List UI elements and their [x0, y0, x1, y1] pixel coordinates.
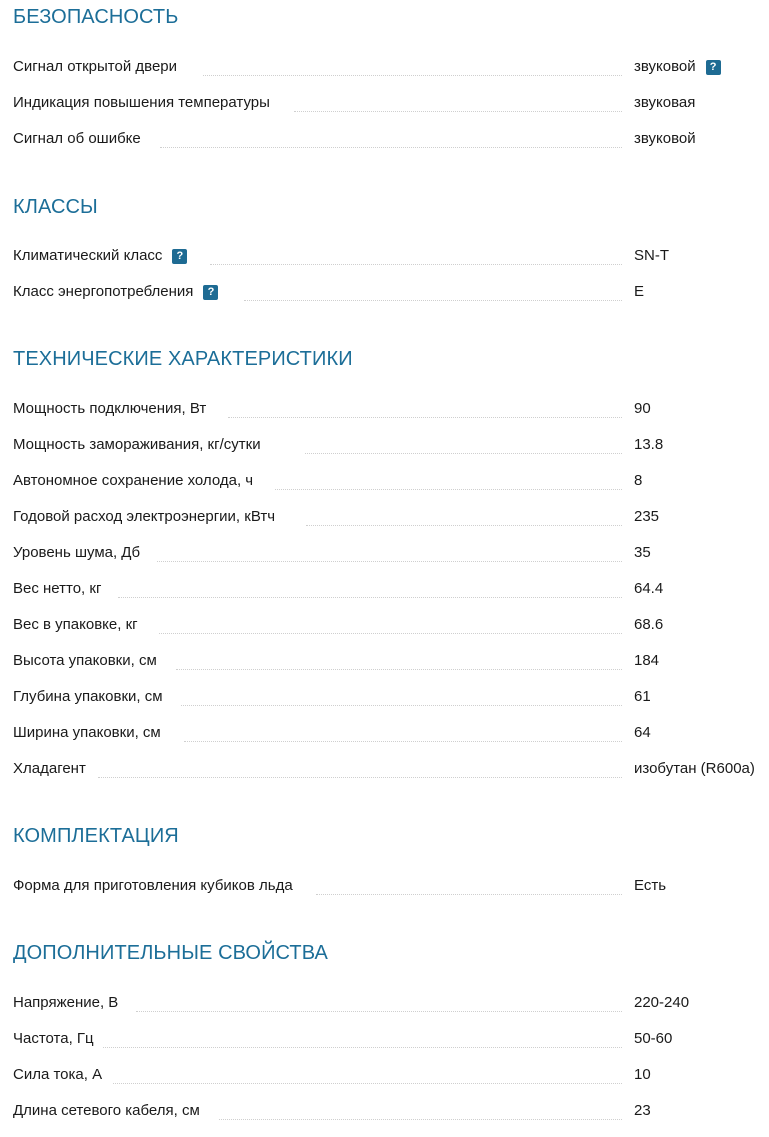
spec-value: Есть: [634, 877, 667, 894]
spec-label: Форма для приготовления кубиков льда: [13, 877, 293, 894]
spec-row: [0, 679, 769, 715]
dotted-leader: [113, 1083, 622, 1084]
spec-row: [0, 85, 769, 121]
spec-row: [0, 1021, 769, 1057]
dotted-leader: [136, 1011, 622, 1012]
help-icon[interactable]: ?: [203, 285, 218, 300]
spec-label: Длина сетевого кабеля, см: [13, 1102, 200, 1119]
spec-row: [0, 463, 769, 499]
section-title-classes: КЛАССЫ: [13, 196, 98, 218]
spec-label: Индикация повышения температуры: [13, 94, 270, 111]
dotted-leader: [316, 894, 622, 895]
spec-row: [0, 1057, 769, 1093]
spec-label: Сила тока, А: [13, 1066, 103, 1083]
spec-row: [0, 607, 769, 643]
dotted-leader: [275, 489, 622, 490]
section-title-technical: ТЕХНИЧЕСКИЕ ХАРАКТЕРИСТИКИ: [13, 348, 353, 370]
dotted-leader: [98, 777, 622, 778]
spec-row: [0, 1093, 769, 1129]
spec-value: 68.6: [634, 616, 664, 633]
spec-value: 61: [634, 688, 651, 705]
spec-row: [0, 868, 769, 904]
spec-value: 13.8: [634, 436, 664, 453]
spec-row: [0, 238, 769, 274]
spec-label: Ширина упаковки, см: [13, 724, 161, 741]
dotted-leader: [118, 597, 622, 598]
section-title-equipment: КОМПЛЕКТАЦИЯ: [13, 825, 179, 847]
help-icon[interactable]: ?: [172, 249, 187, 264]
spec-label: Глубина упаковки, см: [13, 688, 163, 705]
spec-value: 184: [634, 652, 660, 669]
spec-row: [0, 391, 769, 427]
spec-label: Автономное сохранение холода, ч: [13, 472, 254, 489]
dotted-leader: [160, 147, 622, 148]
spec-label: Годовой расход электроэнергии, кВтч: [13, 508, 276, 525]
dotted-leader: [210, 264, 622, 265]
spec-label: Напряжение, В: [13, 994, 119, 1011]
spec-row: [0, 274, 769, 310]
spec-value: 8: [634, 472, 643, 489]
spec-label: Хладагент: [13, 760, 86, 777]
dotted-leader: [157, 561, 622, 562]
dotted-leader: [103, 1047, 622, 1048]
dotted-leader: [244, 300, 622, 301]
section-title-additional: ДОПОЛНИТЕЛЬНЫЕ СВОЙСТВА: [13, 942, 328, 964]
spec-value: 90: [634, 400, 651, 417]
spec-row: [0, 985, 769, 1021]
spec-label: Частота, Гц: [13, 1030, 94, 1047]
spec-label: Мощность подключения, Вт: [13, 400, 207, 417]
spec-label: Сигнал открытой двери: [13, 58, 178, 75]
spec-label: Мощность замораживания, кг/сутки: [13, 436, 261, 453]
spec-row: [0, 751, 769, 787]
spec-row: [0, 49, 769, 85]
help-icon[interactable]: ?: [706, 60, 721, 75]
spec-row: [0, 715, 769, 751]
spec-value: изобутан (R600a): [634, 760, 755, 777]
spec-value: 35: [634, 544, 651, 561]
dotted-leader: [294, 111, 622, 112]
spec-value: звуковой ?: [634, 49, 721, 85]
spec-label: Высота упаковки, см: [13, 652, 157, 669]
dotted-leader: [176, 669, 622, 670]
dotted-leader: [159, 633, 622, 634]
dotted-leader: [306, 525, 622, 526]
spec-label: Климатический класс ?: [13, 238, 187, 274]
spec-row: [0, 571, 769, 607]
spec-value: звуковая: [634, 94, 696, 111]
spec-label: Вес в упаковке, кг: [13, 616, 138, 633]
spec-label: Уровень шума, Дб: [13, 544, 141, 561]
spec-label: Сигнал об ошибке: [13, 130, 141, 147]
dotted-leader: [305, 453, 622, 454]
spec-row: [0, 535, 769, 571]
spec-row: [0, 643, 769, 679]
dotted-leader: [219, 1119, 622, 1120]
dotted-leader: [181, 705, 622, 706]
spec-value: 50-60: [634, 1030, 673, 1047]
spec-row: [0, 499, 769, 535]
dotted-leader: [228, 417, 622, 418]
spec-row: [0, 427, 769, 463]
spec-value: звуковой: [634, 130, 696, 147]
spec-value: 23: [634, 1102, 651, 1119]
spec-label: Вес нетто, кг: [13, 580, 102, 597]
spec-value: 64: [634, 724, 651, 741]
spec-value: 64.4: [634, 580, 664, 597]
dotted-leader: [184, 741, 622, 742]
section-title-safety: БЕЗОПАСНОСТЬ: [13, 6, 179, 28]
spec-value: 10: [634, 1066, 651, 1083]
spec-value: SN-T: [634, 247, 669, 264]
spec-row: [0, 121, 769, 157]
spec-label: Класс энергопотребления ?: [13, 274, 218, 310]
dotted-leader: [203, 75, 622, 76]
spec-value: 220-240: [634, 994, 690, 1011]
spec-value: 235: [634, 508, 660, 525]
spec-value: E: [634, 283, 645, 300]
